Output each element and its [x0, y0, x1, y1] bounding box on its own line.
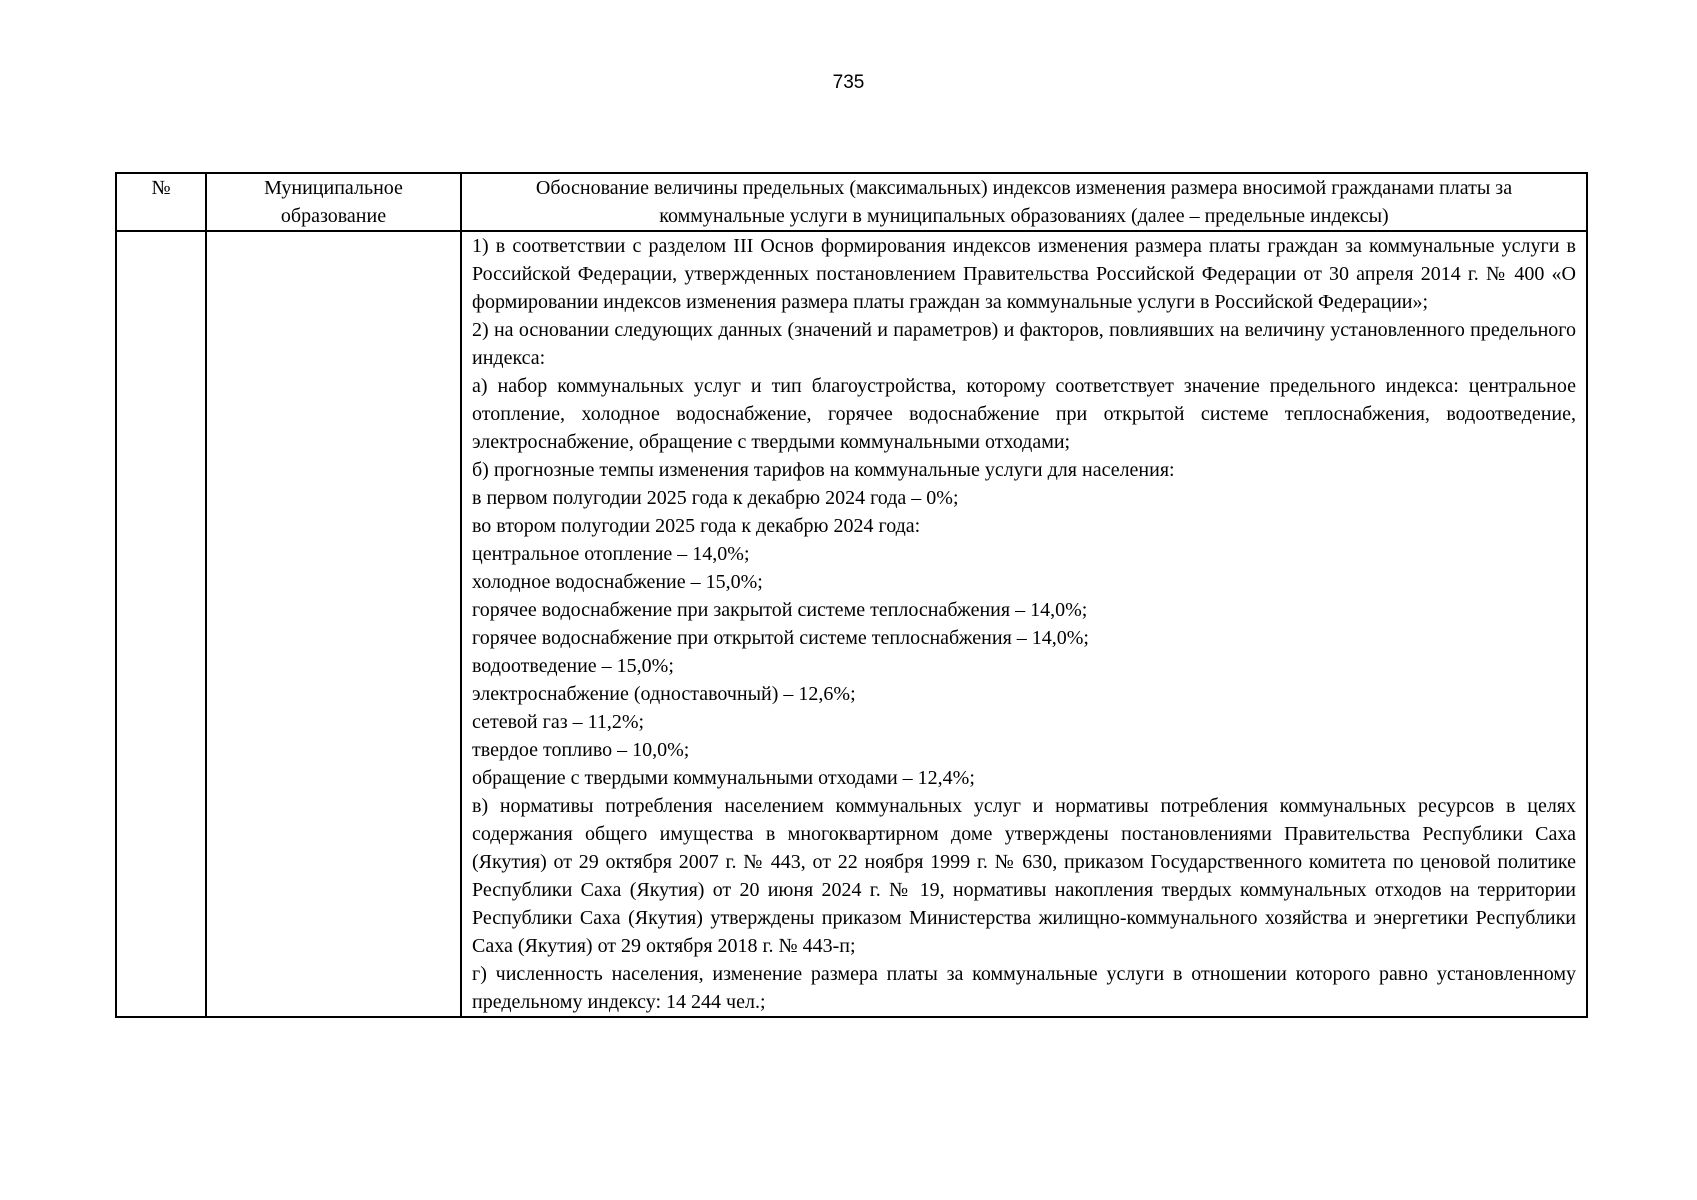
- paragraph-population: г) численность населения, изменение размера платы за коммунальные услуги в отношении которого равно установленному предельному индексу: 14 244 чел.;: [472, 963, 1576, 1013]
- paragraph-tariff-rates: б) прогнозные темпы изменения тарифов на коммунальные услуги для населения:: [472, 459, 1175, 481]
- list-item: водоотведение – 15,0%;: [472, 655, 674, 677]
- list-item: во втором полугодии 2025 года к декабрю 2024 года:: [472, 515, 921, 537]
- list-item: холодное водоснабжение – 15,0%;: [472, 571, 763, 593]
- paragraph-factors: 2) на основании следующих данных (значений и параметров) и факторов, повлиявших на величину установленного предельного индекса:: [472, 319, 1576, 369]
- header-number: №: [116, 173, 206, 231]
- list-item: обращение с твердыми коммунальными отходами – 12,4%;: [472, 767, 975, 789]
- header-municipality: Муниципальное образование: [206, 173, 461, 231]
- list-item: твердое топливо – 10,0%;: [472, 739, 690, 761]
- paragraph-services-set: а) набор коммунальных услуг и тип благоустройства, которому соответствует значение предельного индекса: центральное отопление, холодное водоснабжение, горячее водоснабжение при открытой системе теплоснабжения, водоотведение, электроснабжение, обращение с твердыми коммунальными отходами;: [472, 375, 1576, 453]
- list-item: электроснабжение (одноставочный) – 12,6%;: [472, 683, 856, 705]
- list-item: горячее водоснабжение при закрытой системе теплоснабжения – 14,0%;: [472, 599, 1088, 621]
- header-justification: Обоснование величины предельных (максимальных) индексов изменения размера вносимой гражданами платы за коммунальные услуги в муниципальных образованиях (далее – предельные индексы): [461, 173, 1587, 231]
- paragraph-basis: 1) в соответствии с разделом III Основ формирования индексов изменения размера платы граждан за коммунальные услуги в Российской Федерации, утвержденных постановлением Правительства Российской Федерации от 30 апреля 2014 г. № 400 «О формировании индексов изменения размера платы граждан за коммунальные услуги в Российской Федерации»;: [472, 235, 1576, 313]
- page-number: 735: [832, 72, 865, 93]
- table-header-row: [116, 173, 1587, 231]
- list-item: в первом полугодии 2025 года к декабрю 2024 года – 0%;: [472, 487, 959, 509]
- justification-table: [115, 172, 1588, 1018]
- cell-number: [116, 231, 206, 1017]
- list-item: центральное отопление – 14,0%;: [472, 543, 750, 565]
- list-item: горячее водоснабжение при открытой системе теплоснабжения – 14,0%;: [472, 627, 1089, 649]
- table-row: [116, 231, 1587, 1017]
- cell-municipality: [206, 231, 461, 1017]
- paragraph-consumption-norms: в) нормативы потребления населением коммунальных услуг и нормативы потребления коммунальных ресурсов в целях содержания общего имущества в многоквартирном доме утверждены постановлениями Правительства Республики Саха (Якутия) от 29 октября 2007 г. № 443, от 22 ноября 1999 г. № 630, приказом Государственного комитета по ценовой политике Республики Саха (Якутия) от 20 июня 2024 г. № 19, нормативы накопления твердых коммунальных отходов на территории Республики Саха (Якутия) утверждены приказом Министерства жилищно-коммунального хозяйства и энергетики Республики Саха (Якутия) от 29 октября 2018 г. № 443-п;: [472, 795, 1576, 957]
- cell-justification: [461, 231, 1587, 1017]
- list-item: сетевой газ – 11,2%;: [472, 711, 645, 733]
